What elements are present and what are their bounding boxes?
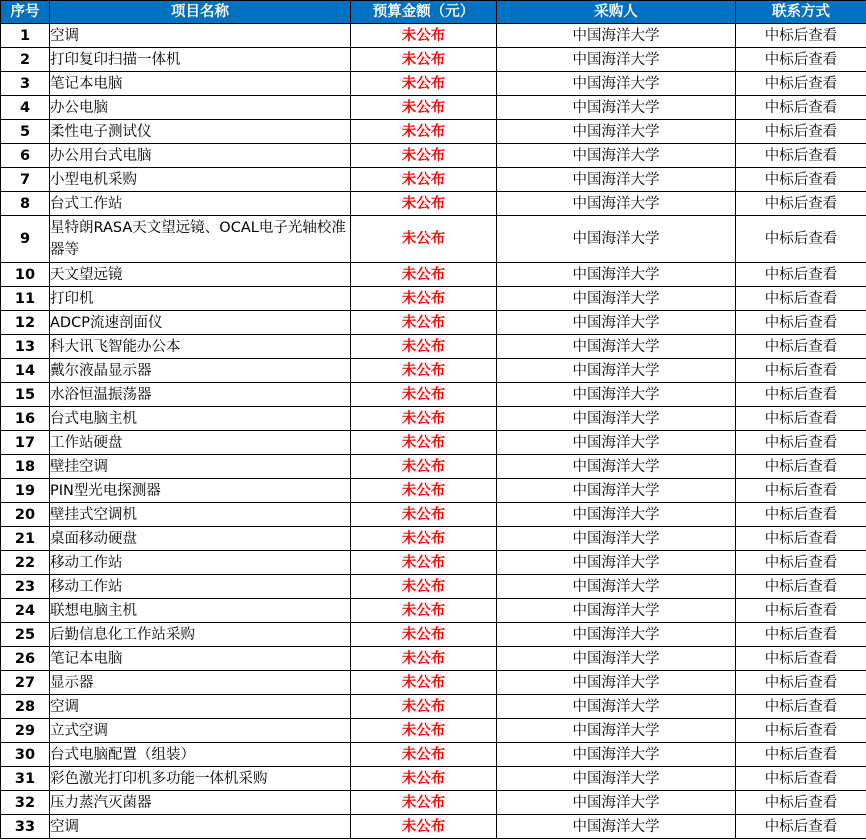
table-row — [1, 24, 866, 48]
buyer-name: 中国海洋大学 — [497, 743, 736, 767]
budget-amount: 未公布 — [351, 695, 497, 719]
buyer-name: 中国海洋大学 — [497, 815, 736, 839]
table-row — [1, 527, 866, 551]
row-number: 10 — [1, 263, 50, 287]
contact-info: 中标后查看 — [736, 671, 866, 695]
project-name: 空调 — [50, 24, 351, 48]
header-index: 序号 — [1, 1, 50, 24]
row-number: 2 — [1, 48, 50, 72]
contact-info: 中标后查看 — [736, 815, 866, 839]
project-name: 后勤信息化工作站采购 — [50, 623, 351, 647]
row-number: 31 — [1, 767, 50, 791]
table-row — [1, 695, 866, 719]
table-row — [1, 383, 866, 407]
budget-amount: 未公布 — [351, 359, 497, 383]
header-row — [1, 1, 866, 24]
table-row — [1, 96, 866, 120]
project-name: 笔记本电脑 — [50, 72, 351, 96]
contact-info: 中标后查看 — [736, 48, 866, 72]
header-budget: 预算金额（元） — [351, 1, 497, 24]
table-row — [1, 431, 866, 455]
row-number: 1 — [1, 24, 50, 48]
table-row — [1, 311, 866, 335]
budget-amount: 未公布 — [351, 72, 497, 96]
project-name: 工作站硬盘 — [50, 431, 351, 455]
buyer-name: 中国海洋大学 — [497, 144, 736, 168]
buyer-name: 中国海洋大学 — [497, 431, 736, 455]
row-number: 21 — [1, 527, 50, 551]
contact-info: 中标后查看 — [736, 647, 866, 671]
table-row — [1, 168, 866, 192]
project-name: 壁挂空调 — [50, 455, 351, 479]
contact-info: 中标后查看 — [736, 743, 866, 767]
row-number: 16 — [1, 407, 50, 431]
buyer-name: 中国海洋大学 — [497, 24, 736, 48]
table-row — [1, 335, 866, 359]
header-contact: 联系方式 — [736, 1, 866, 24]
contact-info: 中标后查看 — [736, 120, 866, 144]
header-project-name: 项目名称 — [50, 1, 351, 24]
table-row — [1, 359, 866, 383]
table-row — [1, 599, 866, 623]
buyer-name: 中国海洋大学 — [497, 335, 736, 359]
buyer-name: 中国海洋大学 — [497, 455, 736, 479]
budget-amount: 未公布 — [351, 311, 497, 335]
budget-amount: 未公布 — [351, 767, 497, 791]
table-row — [1, 144, 866, 168]
buyer-name: 中国海洋大学 — [497, 503, 736, 527]
budget-amount: 未公布 — [351, 24, 497, 48]
budget-amount: 未公布 — [351, 168, 497, 192]
project-name: 天文望远镜 — [50, 263, 351, 287]
budget-amount: 未公布 — [351, 623, 497, 647]
contact-info: 中标后查看 — [736, 96, 866, 120]
contact-info: 中标后查看 — [736, 263, 866, 287]
contact-info: 中标后查看 — [736, 623, 866, 647]
buyer-name: 中国海洋大学 — [497, 479, 736, 503]
contact-info: 中标后查看 — [736, 479, 866, 503]
contact-info: 中标后查看 — [736, 503, 866, 527]
project-name: 立式空调 — [50, 719, 351, 743]
buyer-name: 中国海洋大学 — [497, 599, 736, 623]
budget-amount: 未公布 — [351, 527, 497, 551]
contact-info: 中标后查看 — [736, 359, 866, 383]
budget-amount: 未公布 — [351, 431, 497, 455]
budget-amount: 未公布 — [351, 671, 497, 695]
project-name: 打印复印扫描一体机 — [50, 48, 351, 72]
buyer-name: 中国海洋大学 — [497, 216, 736, 263]
budget-amount: 未公布 — [351, 719, 497, 743]
table-row — [1, 287, 866, 311]
budget-amount: 未公布 — [351, 599, 497, 623]
budget-amount: 未公布 — [351, 335, 497, 359]
project-name: 桌面移动硬盘 — [50, 527, 351, 551]
table-row — [1, 647, 866, 671]
project-name: 办公用台式电脑 — [50, 144, 351, 168]
table-row — [1, 407, 866, 431]
buyer-name: 中国海洋大学 — [497, 767, 736, 791]
table-row — [1, 815, 866, 839]
contact-info: 中标后查看 — [736, 455, 866, 479]
project-name: 彩色激光打印机多功能一体机采购 — [50, 767, 351, 791]
budget-amount: 未公布 — [351, 216, 497, 263]
project-name: 小型电机采购 — [50, 168, 351, 192]
row-number: 18 — [1, 455, 50, 479]
table-row — [1, 263, 866, 287]
budget-amount: 未公布 — [351, 743, 497, 767]
row-number: 26 — [1, 647, 50, 671]
row-number: 22 — [1, 551, 50, 575]
buyer-name: 中国海洋大学 — [497, 647, 736, 671]
buyer-name: 中国海洋大学 — [497, 575, 736, 599]
budget-amount: 未公布 — [351, 48, 497, 72]
project-name: 星特朗RASA天文望远镜、OCAL电子光轴校准器等 — [50, 216, 351, 263]
contact-info: 中标后查看 — [736, 144, 866, 168]
buyer-name: 中国海洋大学 — [497, 120, 736, 144]
budget-amount: 未公布 — [351, 287, 497, 311]
contact-info: 中标后查看 — [736, 791, 866, 815]
buyer-name: 中国海洋大学 — [497, 48, 736, 72]
budget-amount: 未公布 — [351, 192, 497, 216]
buyer-name: 中国海洋大学 — [497, 72, 736, 96]
project-name: 移动工作站 — [50, 551, 351, 575]
contact-info: 中标后查看 — [736, 719, 866, 743]
budget-amount: 未公布 — [351, 575, 497, 599]
project-name: 打印机 — [50, 287, 351, 311]
table-row — [1, 48, 866, 72]
buyer-name: 中国海洋大学 — [497, 263, 736, 287]
row-number: 25 — [1, 623, 50, 647]
table-row — [1, 551, 866, 575]
budget-amount: 未公布 — [351, 144, 497, 168]
contact-info: 中标后查看 — [736, 407, 866, 431]
buyer-name: 中国海洋大学 — [497, 311, 736, 335]
buyer-name: 中国海洋大学 — [497, 527, 736, 551]
row-number: 20 — [1, 503, 50, 527]
contact-info: 中标后查看 — [736, 551, 866, 575]
budget-amount: 未公布 — [351, 120, 497, 144]
row-number: 3 — [1, 72, 50, 96]
buyer-name: 中国海洋大学 — [497, 407, 736, 431]
project-name: 移动工作站 — [50, 575, 351, 599]
project-name: ADCP流速剖面仪 — [50, 311, 351, 335]
contact-info: 中标后查看 — [736, 767, 866, 791]
table-row — [1, 767, 866, 791]
contact-info: 中标后查看 — [736, 335, 866, 359]
row-number: 19 — [1, 479, 50, 503]
project-name: 水浴恒温振荡器 — [50, 383, 351, 407]
row-number: 27 — [1, 671, 50, 695]
buyer-name: 中国海洋大学 — [497, 287, 736, 311]
project-name: 台式工作站 — [50, 192, 351, 216]
table-row — [1, 575, 866, 599]
buyer-name: 中国海洋大学 — [497, 168, 736, 192]
budget-amount: 未公布 — [351, 791, 497, 815]
contact-info: 中标后查看 — [736, 527, 866, 551]
project-name: 压力蒸汽灭菌器 — [50, 791, 351, 815]
table-row — [1, 671, 866, 695]
budget-amount: 未公布 — [351, 455, 497, 479]
contact-info: 中标后查看 — [736, 168, 866, 192]
table-row — [1, 791, 866, 815]
budget-amount: 未公布 — [351, 407, 497, 431]
project-name: 柔性电子测试仪 — [50, 120, 351, 144]
project-name: 显示器 — [50, 671, 351, 695]
contact-info: 中标后查看 — [736, 383, 866, 407]
row-number: 24 — [1, 599, 50, 623]
row-number: 28 — [1, 695, 50, 719]
table-row — [1, 623, 866, 647]
table-row — [1, 455, 866, 479]
row-number: 5 — [1, 120, 50, 144]
contact-info: 中标后查看 — [736, 311, 866, 335]
row-number: 33 — [1, 815, 50, 839]
row-number: 14 — [1, 359, 50, 383]
budget-amount: 未公布 — [351, 815, 497, 839]
project-name: 联想电脑主机 — [50, 599, 351, 623]
project-name: 戴尔液晶显示器 — [50, 359, 351, 383]
contact-info: 中标后查看 — [736, 216, 866, 263]
budget-amount: 未公布 — [351, 383, 497, 407]
project-name: 壁挂式空调机 — [50, 503, 351, 527]
contact-info: 中标后查看 — [736, 575, 866, 599]
table-row — [1, 192, 866, 216]
buyer-name: 中国海洋大学 — [497, 695, 736, 719]
buyer-name: 中国海洋大学 — [497, 623, 736, 647]
row-number: 8 — [1, 192, 50, 216]
project-name: 台式电脑主机 — [50, 407, 351, 431]
budget-amount: 未公布 — [351, 503, 497, 527]
table-row — [1, 216, 866, 263]
budget-amount: 未公布 — [351, 647, 497, 671]
row-number: 4 — [1, 96, 50, 120]
contact-info: 中标后查看 — [736, 431, 866, 455]
buyer-name: 中国海洋大学 — [497, 551, 736, 575]
row-number: 6 — [1, 144, 50, 168]
row-number: 32 — [1, 791, 50, 815]
project-name: 空调 — [50, 815, 351, 839]
row-number: 7 — [1, 168, 50, 192]
buyer-name: 中国海洋大学 — [497, 192, 736, 216]
row-number: 23 — [1, 575, 50, 599]
table-row — [1, 120, 866, 144]
project-name: 办公电脑 — [50, 96, 351, 120]
buyer-name: 中国海洋大学 — [497, 359, 736, 383]
contact-info: 中标后查看 — [736, 24, 866, 48]
table-row — [1, 72, 866, 96]
buyer-name: 中国海洋大学 — [497, 671, 736, 695]
project-name: 科大讯飞智能办公本 — [50, 335, 351, 359]
budget-amount: 未公布 — [351, 96, 497, 120]
table-row — [1, 503, 866, 527]
table-row — [1, 719, 866, 743]
table-row — [1, 743, 866, 767]
buyer-name: 中国海洋大学 — [497, 791, 736, 815]
row-number: 30 — [1, 743, 50, 767]
row-number: 11 — [1, 287, 50, 311]
budget-amount: 未公布 — [351, 551, 497, 575]
row-number: 15 — [1, 383, 50, 407]
row-number: 12 — [1, 311, 50, 335]
project-name: PIN型光电探测器 — [50, 479, 351, 503]
buyer-name: 中国海洋大学 — [497, 96, 736, 120]
row-number: 17 — [1, 431, 50, 455]
buyer-name: 中国海洋大学 — [497, 719, 736, 743]
contact-info: 中标后查看 — [736, 192, 866, 216]
buyer-name: 中国海洋大学 — [497, 383, 736, 407]
contact-info: 中标后查看 — [736, 72, 866, 96]
header-buyer: 采购人 — [497, 1, 736, 24]
row-number: 9 — [1, 216, 50, 263]
row-number: 13 — [1, 335, 50, 359]
row-number: 29 — [1, 719, 50, 743]
contact-info: 中标后查看 — [736, 599, 866, 623]
project-name: 笔记本电脑 — [50, 647, 351, 671]
contact-info: 中标后查看 — [736, 695, 866, 719]
contact-info: 中标后查看 — [736, 287, 866, 311]
budget-amount: 未公布 — [351, 479, 497, 503]
project-name: 空调 — [50, 695, 351, 719]
table-row — [1, 479, 866, 503]
budget-amount: 未公布 — [351, 263, 497, 287]
project-name: 台式电脑配置（组装） — [50, 743, 351, 767]
